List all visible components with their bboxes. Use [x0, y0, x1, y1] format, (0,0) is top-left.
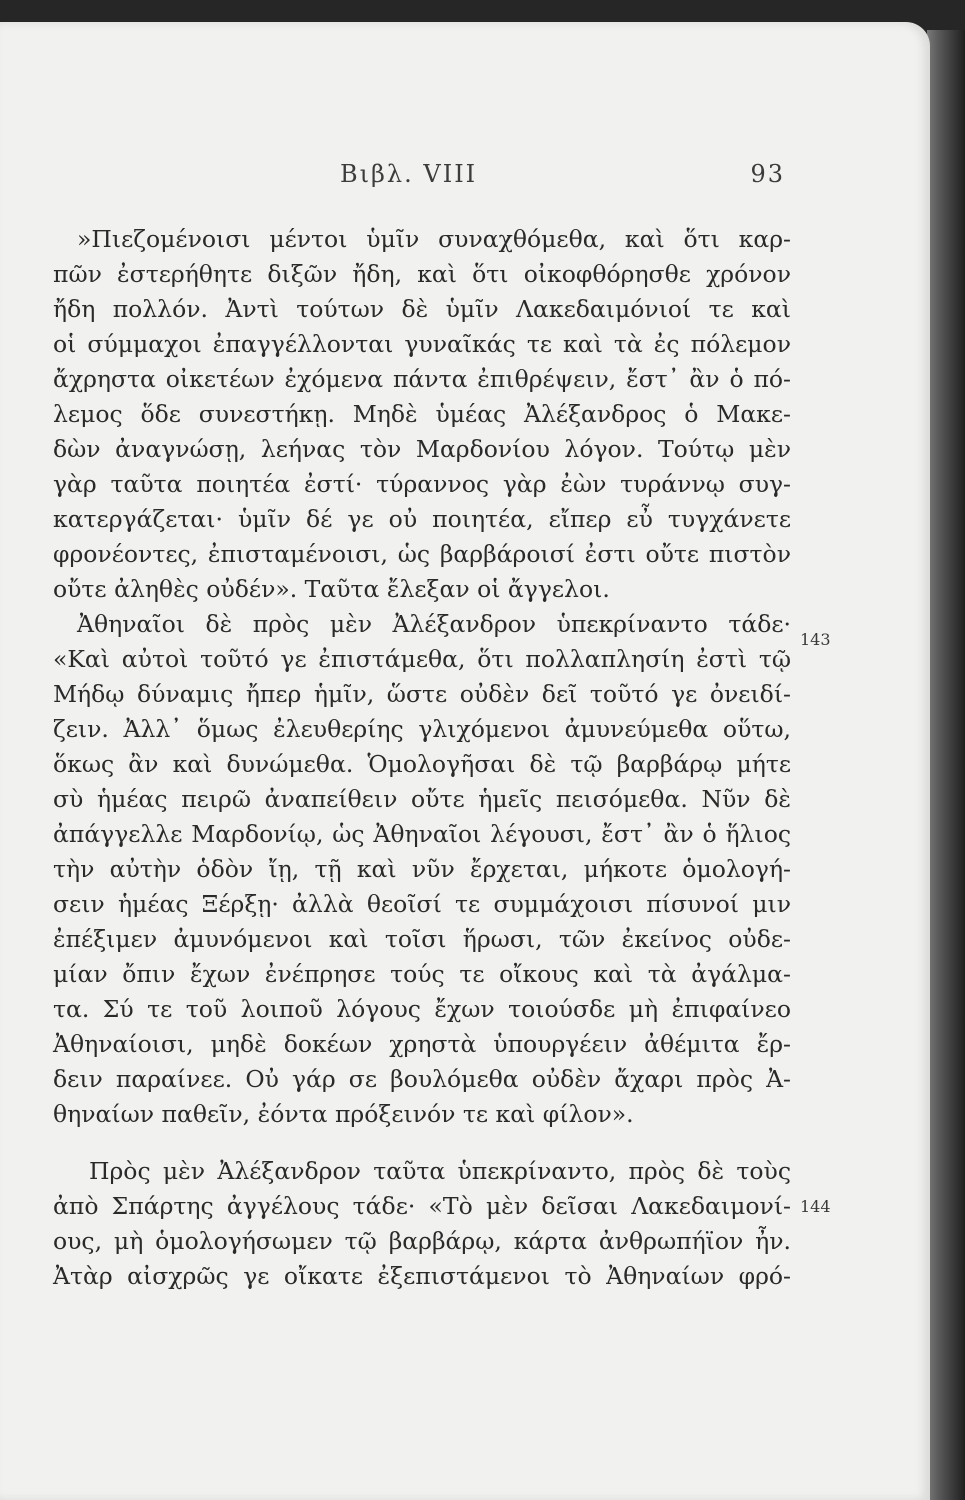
text-line: δειν παραίνεε. Οὐ γάρ σε βουλόμεθα οὐδὲν ἄχαρι πρὸς Ἀ- — [53, 1065, 791, 1093]
text-line: Μήδῳ δύναμις ἤπερ ἡμῖν, ὥστε οὐδὲν δεῖ τοῦτό γε ὀνειδί- — [53, 680, 791, 708]
text-line: ὅκως ἂν καὶ δυνώμεθα. Ὁμολογῆσαι δὲ τῷ βαρβάρῳ μήτε — [53, 750, 791, 778]
text-line: «Καὶ αὐτοὶ τοῦτό γε ἐπιστάμεθα, ὅτι πολλαπλησίη ἐστὶ τῷ — [53, 645, 791, 673]
text-line: ἐπέξιμεν ἀμυνόμενοι καὶ τοῖσι ἥρωσι, τῶν ἐκείνος οὐδε- — [53, 925, 791, 953]
text-line: δὼν ἀναγνώσῃ, λεήνας τὸν Μαρδονίου λόγον. Τούτῳ μὲν — [53, 435, 791, 463]
text-line: Ἀτὰρ αἰσχρῶς γε οἴκατε ἐξεπιστάμενοι τὸ Ἀθηναίων φρό- — [53, 1262, 791, 1290]
page-number: 93 — [750, 160, 785, 188]
text-line: ἤδη πολλόν. Ἀντὶ τούτων δὲ ὑμῖν Λακεδαιμόνιοί τε καὶ — [53, 295, 791, 323]
text-line: ἀπὸ Σπάρτης ἀγγέλους τάδε· «Τὸ μὲν δεῖσαι Λακεδαιμονί- — [53, 1192, 791, 1220]
book-page — [0, 22, 930, 1500]
text-line: σὺ ἡμέας πειρῶ ἀναπείθειν οὔτε ἡμεῖς πεισόμεθα. Νῦν δὲ — [53, 785, 791, 813]
text-line: Ἀθηναίοισι, μηδὲ δοκέων χρηστὰ ὑπουργέειν ἀθέμιτα ἔρ- — [53, 1030, 791, 1058]
text-line: οἱ σύμμαχοι ἐπαγγέλλονται γυναῖκάς τε καὶ τὰ ἐς πόλεμον — [53, 330, 791, 358]
text-line: οὔτε ἀληθὲς οὐδέν». Ταῦτα ἔλεξαν οἱ ἄγγελοι. — [53, 575, 610, 603]
text-line: λεμος ὅδε συνεστήκῃ. Μηδὲ ὑμέας Ἀλέξανδρος ὁ Μακε- — [53, 400, 791, 428]
text-line: ἄχρηστα οἰκετέων ἐχόμενα πάντα ἐπιθρέψειν, ἔστ᾽ ἂν ὁ πό- — [53, 365, 791, 393]
marginal-section-number: 143 — [800, 630, 831, 649]
text-line: μίαν ὄπιν ἔχων ἐνέπρησε τούς τε οἴκους καὶ τὰ ἀγάλμα- — [53, 960, 791, 988]
text-line: ζειν. Ἀλλ᾽ ὅμως ἐλευθερίης γλιχόμενοι ἀμυνεύμεθα οὕτω, — [53, 715, 791, 743]
text-line: »Πιεζομένοισι μέντοι ὑμῖν συναχθόμεθα, καὶ ὅτι καρ- — [77, 225, 791, 253]
text-line: ἀπάγγελλε Μαρδονίῳ, ὡς Ἀθηναῖοι λέγουσι, ἔστ᾽ ἂν ὁ ἥλιος — [53, 820, 791, 848]
text-line: τὴν αὐτὴν ὁδὸν ἴῃ, τῇ καὶ νῦν ἔρχεται, μήκοτε ὁμολογή- — [53, 855, 791, 883]
text-line: σειν ἡμέας Ξέρξῃ· ἀλλὰ θεοῖσί τε συμμάχοισι πίσυνοί μιν — [53, 890, 791, 918]
text-line: Ἀθηναῖοι δὲ πρὸς μὲν Ἀλέξανδρον ὑπεκρίναντο τάδε· — [77, 610, 791, 638]
main-text — [53, 222, 791, 1294]
text-line: τα. Σύ τε τοῦ λοιποῦ λόγους ἔχων τοιούσδε μὴ ἐπιφαίνεο — [53, 995, 791, 1023]
text-line: φρονέοντες, ἐπισταμένοισι, ὡς βαρβάροισί ἐστι οὔτε πιστὸν — [53, 540, 791, 568]
text-line: γὰρ ταῦτα ποιητέα ἐστί· τύραννος γὰρ ἐὼν τυράννῳ συγ- — [53, 470, 791, 498]
marginal-section-number: 144 — [800, 1197, 831, 1216]
text-line: ους, μὴ ὁμολογήσωμεν τῷ βαρβάρῳ, κάρτα ἀνθρωπήϊον ἦν. — [53, 1227, 791, 1255]
book-section-title: Βιβλ. VIII — [340, 160, 478, 188]
text-line: πῶν ἐστερήθητε διξῶν ἤδη, καὶ ὅτι οἰκοφθόρησθε χρόνον — [53, 260, 791, 288]
book-edge-shadow — [927, 30, 965, 1500]
text-line: Πρὸς μὲν Ἀλέξανδρον ταῦτα ὑπεκρίναντο, πρὸς δὲ τοὺς — [89, 1157, 791, 1185]
text-line: θηναίων παθεῖν, ἐόντα πρόξεινόν τε καὶ φίλον». — [53, 1100, 634, 1128]
text-line: κατεργάζεται· ὑμῖν δέ γε οὐ ποιητέα, εἴπερ εὖ τυγχάνετε — [53, 505, 791, 533]
